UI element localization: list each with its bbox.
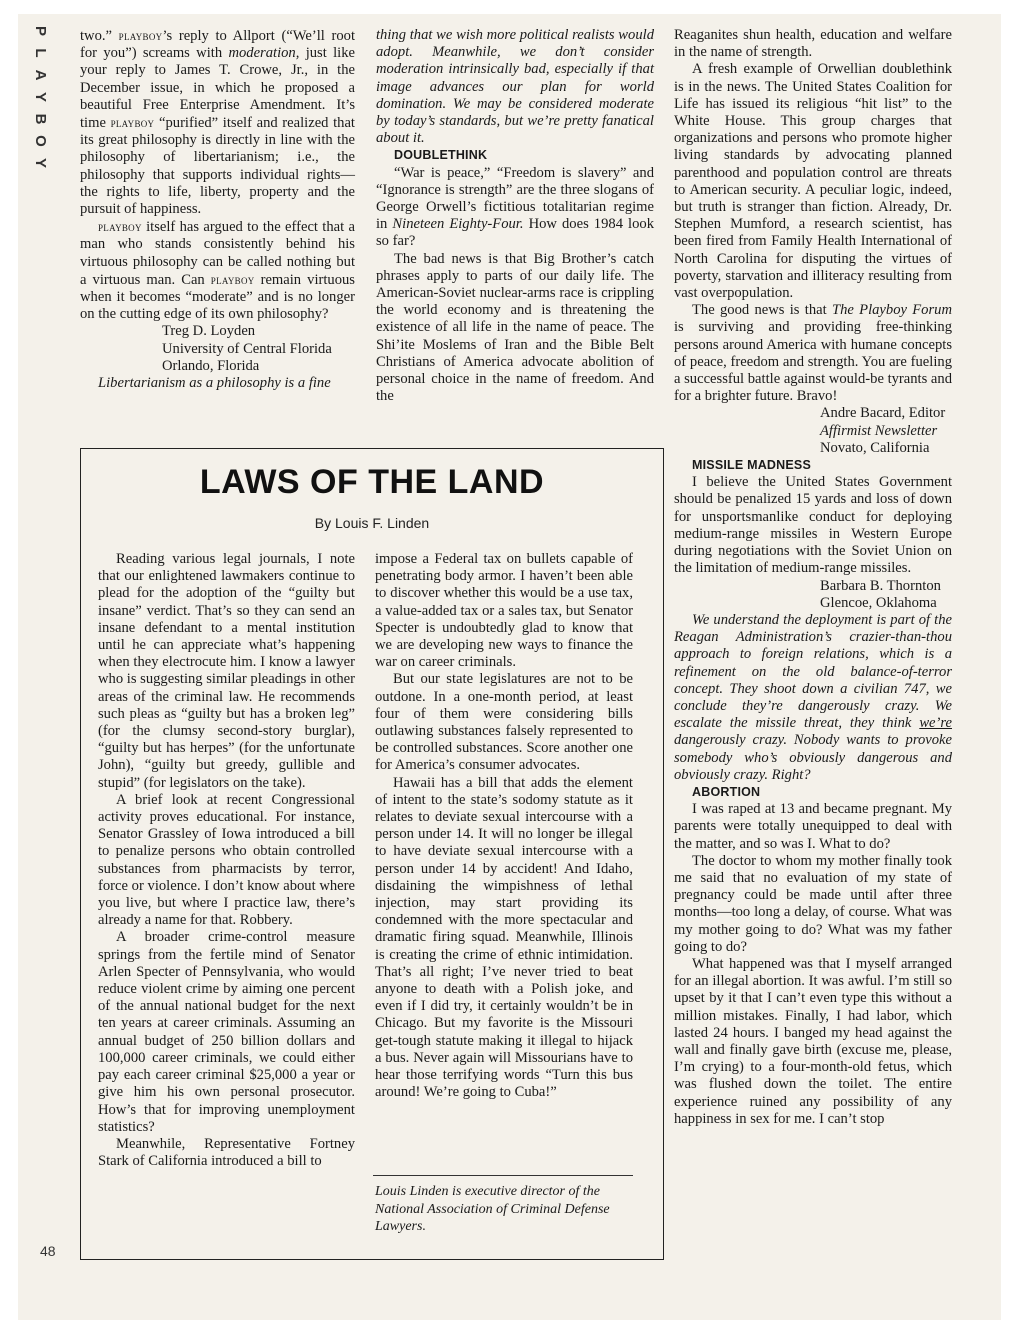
- article-paragraph: A broader crime-control measure springs from the fertile mind of Senator Arlen Specter of Pennsylvania, who would reduce violent crime by aiming one percent of the annual national budget for the next ten years at career criminals. Assuming an annual budget of 250 billion dollars and 100,000 career criminals, we could either pay each career criminal $25,000 a year or give him his own personal prosecutor. How’s that for improving unemployment statistics?: [98, 929, 355, 1135]
- article-paragraph: Hawaii has a bill that adds the element of intent to the state’s sodomy statute as it relates to deviate sexual intercourse with a person under 14. It will no longer be illegal to have deviate sexual intercourse with a person under 14 by accident! And Idaho, disdaining the wimpishness of lethal injection, may start providing its condemned with the more spectacular and dramatic firing squad. Meanwhile, Illinois is creating the crime of ethnic intimidation. That’s all right; I’ve never tried to beat anyone to death with a Polish joke, and even if I did try, it certainly wouldn’t be in Chicago. But my favorite is the Missouri get-tough statute making it illegal to hijack a bus. Never again will Missourians have to hear those terrifying words “Turn this bus around! We’re going to Cuba!”: [375, 774, 633, 1101]
- letter-paragraph: I was raped at 13 and became pregnant. My parents were totally unequipped to deal with the matter, and so was I. What to do?: [674, 801, 952, 852]
- letters-column-2: [376, 27, 654, 405]
- author-bio: Louis Linden is executive director of the National Association of Criminal Defense Lawyers.: [375, 1184, 610, 1234]
- article-box: [80, 448, 664, 1260]
- section-heading: ABORTION: [692, 784, 761, 799]
- signature-name: Treg D. Loyden: [162, 323, 256, 340]
- page-number: 48: [40, 1243, 56, 1259]
- signature-place: Orlando, Florida: [162, 357, 260, 374]
- sidebar-letter: O: [32, 135, 49, 147]
- signature-name: Barbara B. Thornton: [820, 577, 941, 594]
- sidebar-magazine-label: [27, 20, 53, 174]
- signature-place: Novato, California: [820, 439, 930, 456]
- editor-reply: We understand the deployment is part of the Reagan Administration’s crazier-than-thou approach to foreign relations, which is a refinement on the old balance-of-terror concept. They shoot down a civilian 747, we conclude they’re dangerously crazy. We escalate the missile threat, they think we’re dangerously crazy. Nobody wants to provoke somebody who’s obviously dangerous and obviously crazy. Right?: [674, 611, 952, 783]
- letter-paragraph: What happened was that I myself arranged for an illegal abortion. It was awful. I’m still so upset by it that I can’t even type this without a million mistakes. Finally, I had labor, which lasted 24 hours. I banged my head against the wall and finally gave birth (excuse me, please, I’m crying) to a four-month-old fetus, which was flushed down the toilet. The entire experience ruined any possibility of any happiness in sex for me. I can’t stop: [674, 955, 952, 1127]
- letter-paragraph: “War is peace,” “Freedom is slavery” and “Ignorance is strength” are the three slogans of George Orwell’s fictitious totalitarian regime in Nineteen Eighty-Four. How does 1984 look so far?: [376, 164, 654, 250]
- editor-reply: Libertarianism as a philosophy is a fine: [98, 375, 331, 392]
- signature-name: Andre Bacard, Editor: [820, 405, 946, 422]
- letter-paragraph: playboy itself has argued to the effect that a man who stands consistently behind his virtuous philosophy can be called nothing but a virtuous man. Can playboy remain virtuous when it becomes “moderate” and is no longer on the cutting edge of its own philosophy?: [80, 219, 355, 323]
- letter-paragraph: Reaganites shun health, education and welfare in the name of strength.: [674, 27, 952, 61]
- sidebar-letter: L: [32, 48, 49, 58]
- letter-paragraph: two.” playboy’s reply to Allport (“We’ll root for you”) screams with moderation, just like your reply to James T. Crowe, Jr., in the December issue, in which he proposed a beautiful Free Enterprise Amendment. It’s time playboy “purified” itself and realized that its great philosophy is directly in line with the philosophy of libertarianism; i.e., the philosophy that supports individual rights—the rights to life, liberty, property and the pursuit of happiness.: [80, 28, 356, 218]
- sidebar-letter: P: [32, 25, 49, 36]
- signature-place: Glencoe, Oklahoma: [820, 594, 937, 611]
- article-byline: By Louis F. Linden: [314, 515, 430, 531]
- article-column-1: [98, 551, 355, 1170]
- signature-org: University of Central Florida: [162, 340, 332, 357]
- article-paragraph: impose a Federal tax on bullets capable of penetrating body armor. I haven’t been able to discover whether this would be a use tax, a value-added tax or a sales tax, but Senator Specter is undoubtedly glad to know that we are developing new ways to finance the war on career criminals.: [375, 551, 633, 671]
- sidebar-letter: A: [32, 69, 49, 81]
- bio-divider: [373, 1175, 633, 1176]
- article-paragraph: A brief look at recent Congressional activity proves educational. For instance, Senator Grassley of Iowa introduced a bill to penalize persons who obtain controlled substances from pharmacists by terror, force or violence. I don’t know about where you live, but where I practice law, there’s already a name for that. Robbery.: [98, 791, 355, 929]
- editor-reply: thing that we wish more political realists would adopt. Meanwhile, we don’t consider moderation intrinsically bad, especially if that image advances our plan for world domination. We may be considered moderate by today’s standards, but we’re pretty fanatical about it.: [376, 27, 654, 147]
- section-heading: MISSILE MADNESS: [692, 458, 811, 473]
- letters-column-3: [674, 27, 952, 1128]
- article-paragraph: Reading various legal journals, I note that our enlightened lawmakers continue to plead for the adoption of the “guilty but insane” verdict. That’s so they can send an insane defendant to a mental institution until he can appreciate what’s happening when they electrocute him. I know a lawyer who is suggesting similar pleadings in other areas of the criminal law. He recommends such pleas as “guilty but has a broken leg” (for the clumsy second-story burglar), “guilty but has herpes” (for the unfortunate John), “guilty but greedy, gullible and stupid” (for legislators on the take).: [98, 551, 355, 791]
- sidebar-letter: Y: [32, 157, 49, 168]
- sidebar-letter: B: [32, 113, 49, 125]
- signature-org: Affirmist Newsletter: [820, 422, 938, 439]
- section-heading: DOUBLETHINK: [394, 148, 488, 163]
- sidebar-letter: Y: [32, 91, 49, 102]
- letter-paragraph: The doctor to whom my mother finally took me said that no evaluation of my state of pregnancy could be made until after three months—too long a delay, of course. What was my mother going to do? What was my father going to do?: [674, 852, 952, 955]
- letter-paragraph: The bad news is that Big Brother’s catch phrases apply to parts of our daily life. The American-Soviet nuclear-arms race is crippling the world economy and is threatening the existence of all life in the name of peace. The Shi’ite Moslems of Iran and the Bible Belt Christians of America advocate abolition of personal choice in the name of freedom. And the: [376, 250, 654, 405]
- article-column-2: [375, 551, 633, 1102]
- article-paragraph: Meanwhile, Representative Fortney Stark of California introduced a bill to: [98, 1135, 355, 1170]
- letter-paragraph: The good news is that The Playboy Forum is surviving and providing free-thinking persons around America with humane concepts of peace, freedom and strength. You are fueling a successful battle against would-be tyrants and for a brighter future. Bravo!: [674, 302, 953, 405]
- letter-paragraph: I believe the United States Government should be penalized 15 yards and loss of down for unsportsmanlike conduct for deploying medium-range missiles in Western Europe during negotiations with the Soviet Union on the limitation of medium-range missiles.: [674, 474, 952, 577]
- letter-paragraph: A fresh example of Orwellian doublethink is in the news. The United States Coalition for Life has issued its religious “hit list” to the White House. This group charges that organizations and persons who promote higher living standards by advocating planned parenthood and population control are threats to American security. A peculiar logic, indeed, but truth is stranger than fiction. Already, Dr. Stephen Mumford, a research scientist, has been fired from Family Health International of North Carolina for disputing the virtues of poverty, starvation and illiteracy resulting from vast overpopulation.: [674, 61, 952, 302]
- article-paragraph: But our state legislatures are not to be outdone. In a one-month period, at least four of them were considering bills outlawing substances falsely represented to be controlled substances. Score another one for America’s consumer advocates.: [375, 671, 633, 774]
- article-title: LAWS OF THE LAND: [199, 463, 545, 501]
- letters-column-1: [80, 27, 355, 392]
